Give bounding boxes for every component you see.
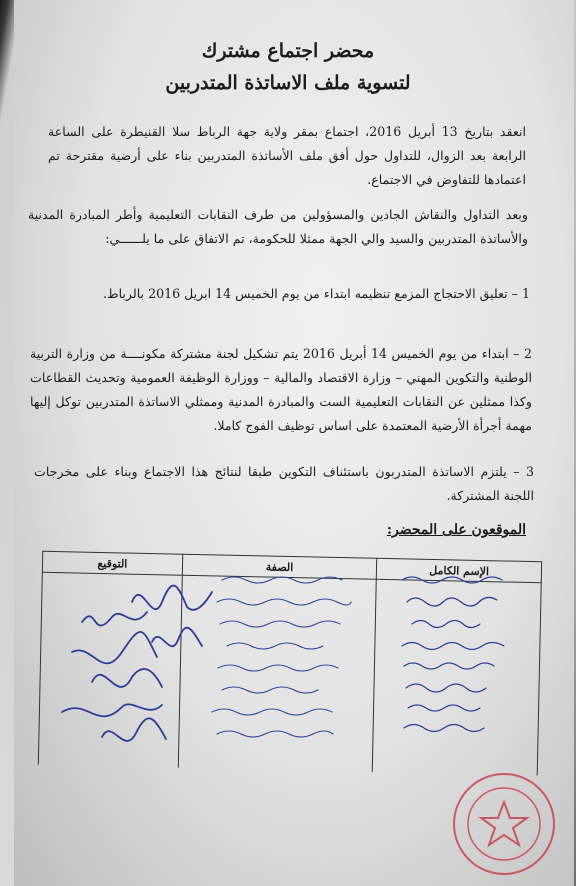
signatures: [62, 586, 212, 741]
handwritten-roles: [212, 577, 351, 737]
signature-column-header: التوقيع: [42, 551, 182, 575]
document-title: محضر اجتماع مشترك: [201, 40, 375, 62]
name-column-header: الإسم الكامل: [377, 558, 542, 582]
agreement-item-1: 1 – تعليق الاحتجاج المزمع تنظيمه ابتداء من يوم الخميس 14 ابريل 2016 بالرباط.: [102, 286, 530, 301]
document-subtitle: لتسوية ملف الاساتذة المتدربين: [165, 72, 411, 94]
agreement-item-2: 2 – ابتداء من يوم الخميس 14 أبريل 2016 يتم تشكيل لجنة مشتركة مكونــــة من وزارة التربية الوطنية والتكوين المهني – وزارة الاقتصاد والمالية – ووزارة الوظيفة العمومية وتحديث القطاعات وكذا ممثلين عن النقابات التعليمية الست والمبادرة المدنية وممثلي الاساتذة المتدربين توكل إليها مهمة أجرأة الأرضية المعتمدة على اساس توظيف الفوج كاملا.: [30, 346, 532, 433]
agreement-intro-paragraph: وبعد التداول والنقاش الجادين والمسؤولين من طرف النقابات التعليمية وأطر المبادرة المدنية والأساتذة المتدربين والسيد والي الجهة ممثلا للحكومة، تم الاتفاق على ما يلــــــي:: [28, 207, 528, 246]
agreement-item-3: 3 – يلتزم الاساتذة المتدربون باستئناف التكوين طبقا لنتائج هذا الاجتماع وبناء على مخرجات اللجنة المشتركة.: [34, 464, 534, 503]
handwritten-entries: [42, 562, 542, 772]
intro-paragraph: انعقد بتاريخ 13 أبريل 2016، اجتماع بمقر ولاية جهة الرباط سلا القنيطرة على الساعة الرابعة بعد الزوال، للتداول حول أفق ملف الأساتذة المتدربين بناء على أرضية مقترحة تم اعتمادها للتفاوض في الاجتماع.: [48, 124, 526, 187]
handwritten-names: [402, 577, 504, 732]
signers-heading: الموقعون على المحضر:: [386, 522, 526, 538]
official-seal-stamp: [426, 762, 560, 878]
role-column-header: الصفة: [182, 554, 377, 579]
